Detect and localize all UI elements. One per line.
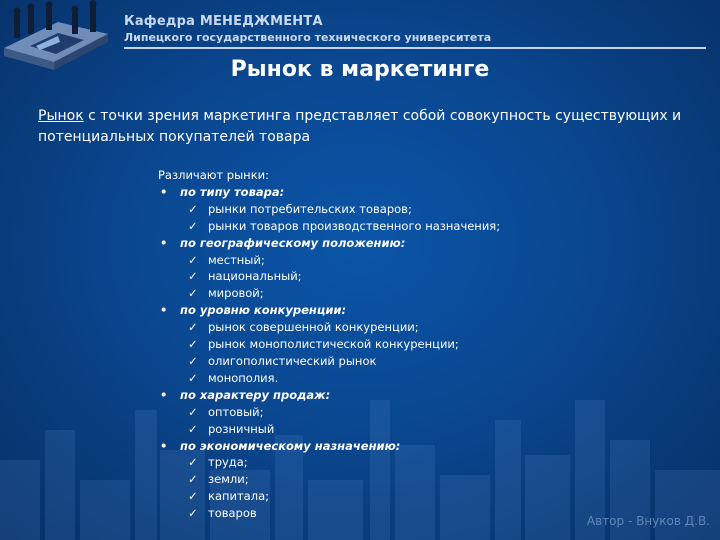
checkmark-icon: ✓ [188,252,198,267]
list-item: ✓ оптовый; [188,404,264,419]
definition-term: Рынок [38,108,84,124]
checkmark-icon: ✓ [188,489,198,504]
list-item: ✓ труда; [188,455,248,470]
bullet-marker: • [160,303,168,318]
list-item: ✓ монополия. [188,370,279,385]
list-item: ✓ товаров [188,506,257,521]
checkmark-icon: ✓ [188,472,198,487]
list-heading: Различают рынки: [158,168,269,182]
list-item: ✓ рынок совершенной конкуренции; [188,320,419,335]
list-category: • по типу товара: [160,184,285,199]
list-item: ✓ земли; [188,472,249,487]
checkmark-icon: ✓ [188,269,198,284]
bullet-marker: • [160,438,168,453]
definition-text: с точки зрения маркетинга представляет собой совокупность существующих и потенциальных покупателей товара [38,108,682,145]
checkmark-icon: ✓ [188,320,198,335]
university-name: Липецкого государственного технического университета [124,31,492,44]
checkmark-icon: ✓ [188,218,198,233]
checkmark-icon: ✓ [188,506,198,521]
list-category: • по экономическому назначению: [160,438,401,453]
list-item: ✓ рынки потребительских товаров; [188,201,412,216]
slide-title: Рынок в маркетинге [230,57,490,82]
checkmark-icon: ✓ [188,286,198,301]
checkmark-icon: ✓ [188,337,198,352]
list-item: ✓ мировой; [188,286,264,301]
list-item: ✓ капитала; [188,489,270,504]
list-item: ✓ рынки товаров производственного назначения; [188,218,501,233]
author-credit: Автор - Внуков Д.В. [586,514,710,528]
bullet-marker: • [160,387,168,402]
checkmark-icon: ✓ [188,201,198,216]
list-category: • по уровню конкуренции: [160,303,347,318]
list-item: ✓ национальный; [188,269,302,284]
bullet-marker: • [160,184,168,199]
checkmark-icon: ✓ [188,353,198,368]
bullet-marker: • [160,235,168,250]
checkmark-icon: ✓ [188,455,198,470]
checkmark-icon: ✓ [188,404,198,419]
checkmark-icon: ✓ [188,421,198,436]
list-item: ✓ местный; [188,252,265,267]
list-item: ✓ розничный [188,421,275,436]
list-item: ✓ олигополистический рынок [188,353,377,368]
list-category: • по географическому положению: [160,235,406,250]
checkmark-icon: ✓ [188,370,198,385]
department-name: Кафедра МЕНЕДЖМЕНТА [124,14,323,29]
market-types-list [158,167,500,522]
list-category: • по характеру продаж: [160,387,331,402]
list-item: ✓ рынок монополистической конкуренции; [188,337,459,352]
market-definition [38,106,698,148]
header-divider [124,47,706,49]
